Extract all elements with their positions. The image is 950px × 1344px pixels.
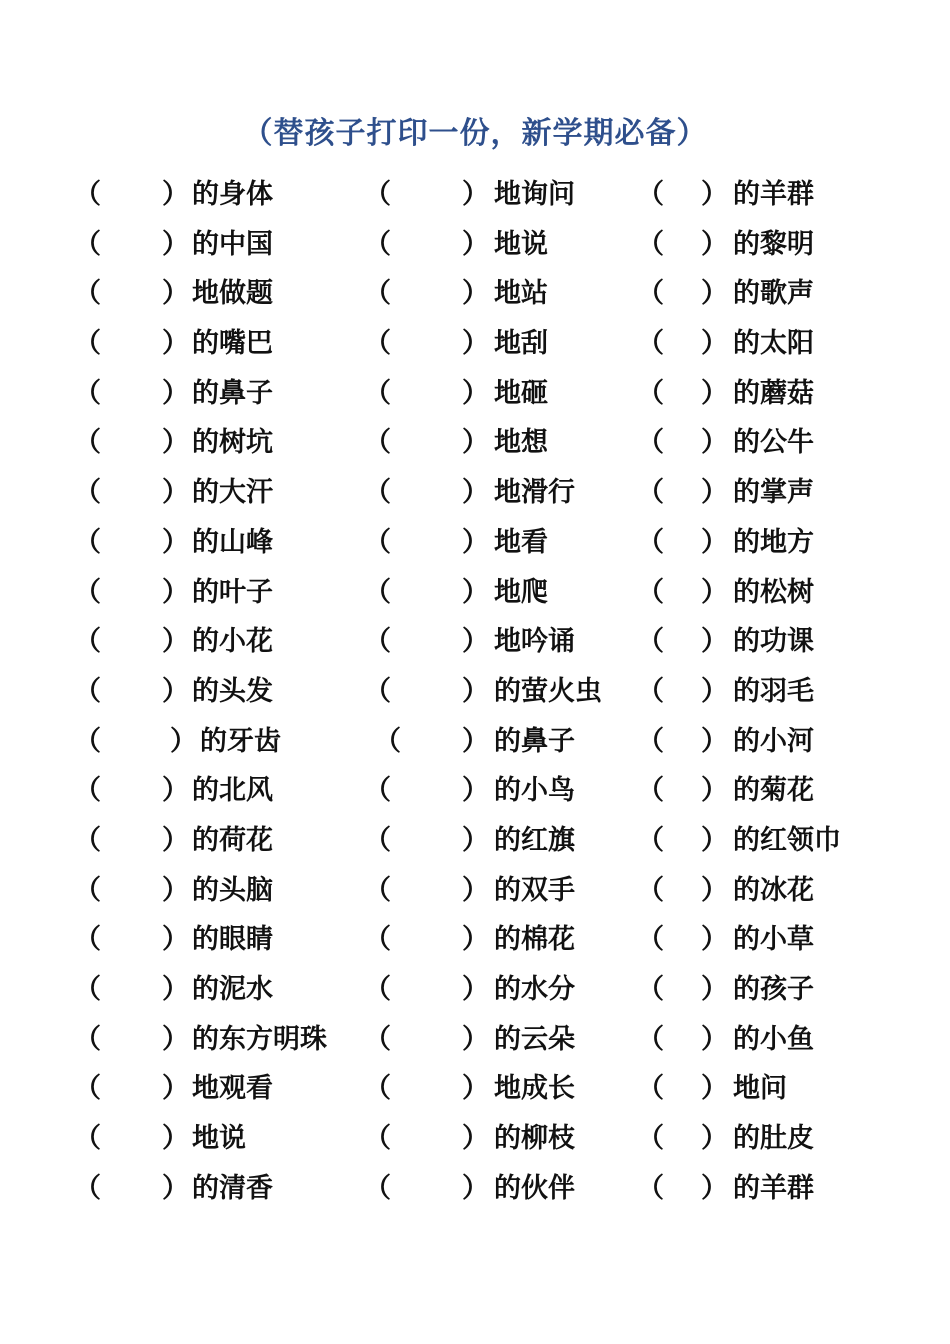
open-paren: （ bbox=[374, 725, 401, 757]
phrase-text: 的身体 bbox=[192, 179, 273, 210]
exercise-row bbox=[0, 369, 950, 419]
close-paren: ） bbox=[701, 1172, 728, 1204]
open-paren: （ bbox=[637, 427, 664, 459]
phrase-text: 的羊群 bbox=[733, 179, 814, 210]
open-paren: （ bbox=[637, 824, 664, 856]
phrase-text: 地站 bbox=[494, 278, 548, 310]
phrase-text: 地说 bbox=[192, 1123, 246, 1155]
open-paren: （ bbox=[637, 1073, 664, 1105]
open-paren: （ bbox=[74, 725, 101, 757]
open-paren: （ bbox=[74, 427, 101, 459]
close-paren: ） bbox=[701, 775, 728, 807]
open-paren: （ bbox=[364, 576, 391, 608]
exercise-row bbox=[0, 766, 950, 816]
open-paren: （ bbox=[74, 377, 101, 409]
exercise-row bbox=[0, 568, 950, 618]
phrase-text: 的头脑 bbox=[192, 874, 273, 906]
exercise-row bbox=[0, 319, 950, 369]
open-paren: （ bbox=[637, 377, 664, 409]
open-paren: （ bbox=[637, 477, 664, 509]
phrase-text: 的鼻子 bbox=[494, 725, 575, 757]
phrase-text: 地问 bbox=[733, 1073, 787, 1105]
open-paren: （ bbox=[364, 377, 391, 409]
close-paren: ） bbox=[462, 874, 489, 906]
phrase-text: 的嘴巴 bbox=[192, 328, 273, 360]
open-paren: （ bbox=[74, 924, 101, 956]
phrase-text: 的小河 bbox=[733, 725, 814, 757]
phrase-text: 地砸 bbox=[494, 377, 548, 409]
phrase-text: 的牙齿 bbox=[200, 725, 281, 757]
close-paren: ） bbox=[462, 576, 489, 608]
open-paren: （ bbox=[74, 675, 101, 707]
phrase-text: 的功课 bbox=[733, 626, 814, 658]
close-paren: ） bbox=[162, 775, 189, 807]
close-paren: ） bbox=[701, 179, 728, 210]
close-paren: ） bbox=[462, 775, 489, 807]
phrase-text: 地爬 bbox=[494, 576, 548, 608]
phrase-text: 的黎明 bbox=[733, 228, 814, 260]
open-paren: （ bbox=[364, 427, 391, 459]
phrase-text: 的羊群 bbox=[733, 1172, 814, 1204]
close-paren: ） bbox=[162, 1073, 189, 1105]
open-paren: （ bbox=[637, 626, 664, 658]
phrase-text: 的小花 bbox=[192, 626, 273, 658]
exercise-row bbox=[0, 915, 950, 965]
close-paren: ） bbox=[462, 328, 489, 360]
phrase-text: 地询问 bbox=[494, 179, 575, 210]
exercise-row bbox=[0, 1164, 950, 1214]
phrase-text: 地看 bbox=[494, 526, 548, 558]
close-paren: ） bbox=[462, 179, 489, 210]
close-paren: ） bbox=[701, 328, 728, 360]
exercise-row bbox=[0, 617, 950, 667]
phrase-text: 的冰花 bbox=[733, 874, 814, 906]
close-paren: ） bbox=[701, 377, 728, 409]
close-paren: ） bbox=[462, 526, 489, 558]
close-paren: ） bbox=[462, 626, 489, 658]
close-paren: ） bbox=[162, 377, 189, 409]
open-paren: （ bbox=[74, 179, 101, 210]
phrase-text: 的叶子 bbox=[192, 576, 273, 608]
close-paren: ） bbox=[701, 1073, 728, 1105]
close-paren: ） bbox=[462, 1123, 489, 1155]
exercise-row bbox=[0, 717, 950, 767]
open-paren: （ bbox=[74, 626, 101, 658]
open-paren: （ bbox=[364, 278, 391, 310]
open-paren: （ bbox=[364, 1023, 391, 1055]
open-paren: （ bbox=[364, 874, 391, 906]
close-paren: ） bbox=[701, 1123, 728, 1155]
exercise-row bbox=[0, 220, 950, 270]
open-paren: （ bbox=[364, 1073, 391, 1105]
phrase-text: 地观看 bbox=[192, 1073, 273, 1105]
phrase-text: 的双手 bbox=[494, 874, 575, 906]
phrase-text: 的小草 bbox=[733, 924, 814, 956]
close-paren: ） bbox=[462, 675, 489, 707]
open-paren: （ bbox=[637, 924, 664, 956]
exercise-row bbox=[0, 816, 950, 866]
phrase-text: 的棉花 bbox=[494, 924, 575, 956]
close-paren: ） bbox=[701, 1023, 728, 1055]
phrase-text: 的松树 bbox=[733, 576, 814, 608]
open-paren: （ bbox=[637, 874, 664, 906]
open-paren: （ bbox=[637, 228, 664, 260]
phrase-text: 的头发 bbox=[192, 675, 273, 707]
open-paren: （ bbox=[74, 775, 101, 807]
phrase-text: 的鼻子 bbox=[192, 377, 273, 409]
close-paren: ） bbox=[162, 179, 189, 210]
exercise-row bbox=[0, 667, 950, 717]
close-paren: ） bbox=[162, 974, 189, 1005]
phrase-text: 的荷花 bbox=[192, 824, 273, 856]
open-paren: （ bbox=[74, 974, 101, 1005]
open-paren: （ bbox=[637, 1023, 664, 1055]
phrase-text: 的蘑菇 bbox=[733, 377, 814, 409]
exercise-row bbox=[0, 170, 950, 220]
exercise-row bbox=[0, 965, 950, 1015]
open-paren: （ bbox=[364, 1123, 391, 1155]
phrase-text: 地想 bbox=[494, 427, 548, 459]
close-paren: ） bbox=[462, 725, 489, 757]
open-paren: （ bbox=[74, 824, 101, 856]
open-paren: （ bbox=[364, 824, 391, 856]
phrase-text: 地做题 bbox=[192, 278, 273, 310]
close-paren: ） bbox=[462, 477, 489, 509]
close-paren: ） bbox=[462, 1023, 489, 1055]
open-paren: （ bbox=[74, 1073, 101, 1105]
close-paren: ） bbox=[701, 824, 728, 856]
close-paren: ） bbox=[162, 1023, 189, 1055]
close-paren: ） bbox=[162, 1172, 189, 1204]
open-paren: （ bbox=[74, 278, 101, 310]
open-paren: （ bbox=[74, 328, 101, 360]
close-paren: ） bbox=[462, 427, 489, 459]
close-paren: ） bbox=[162, 427, 189, 459]
close-paren: ） bbox=[162, 526, 189, 558]
close-paren: ） bbox=[162, 328, 189, 360]
phrase-text: 的清香 bbox=[192, 1172, 273, 1204]
exercise-row bbox=[0, 518, 950, 568]
open-paren: （ bbox=[637, 576, 664, 608]
phrase-text: 的肚皮 bbox=[733, 1123, 814, 1155]
phrase-text: 的红领巾 bbox=[733, 824, 841, 856]
close-paren: ） bbox=[701, 725, 728, 757]
phrase-text: 的羽毛 bbox=[733, 675, 814, 707]
phrase-text: 的水分 bbox=[494, 974, 575, 1005]
close-paren: ） bbox=[701, 874, 728, 906]
open-paren: （ bbox=[637, 775, 664, 807]
open-paren: （ bbox=[74, 874, 101, 906]
exercise-row bbox=[0, 1114, 950, 1164]
phrase-text: 的公牛 bbox=[733, 427, 814, 459]
phrase-text: 的伙伴 bbox=[494, 1172, 575, 1204]
close-paren: ） bbox=[701, 427, 728, 459]
close-paren: ） bbox=[701, 626, 728, 658]
phrase-text: 的山峰 bbox=[192, 526, 273, 558]
exercise-row bbox=[0, 418, 950, 468]
close-paren: ） bbox=[162, 626, 189, 658]
close-paren: ） bbox=[701, 278, 728, 310]
exercise-row bbox=[0, 468, 950, 518]
page-title: （替孩子打印一份，新学期必备） bbox=[242, 116, 708, 151]
close-paren: ） bbox=[162, 675, 189, 707]
open-paren: （ bbox=[637, 179, 664, 210]
close-paren: ） bbox=[462, 228, 489, 260]
close-paren: ） bbox=[462, 377, 489, 409]
phrase-text: 的大汗 bbox=[192, 477, 273, 509]
phrase-text: 的东方明珠 bbox=[192, 1023, 327, 1055]
open-paren: （ bbox=[637, 278, 664, 310]
open-paren: （ bbox=[74, 576, 101, 608]
phrase-text: 的云朵 bbox=[494, 1023, 575, 1055]
close-paren: ） bbox=[162, 278, 189, 310]
open-paren: （ bbox=[364, 328, 391, 360]
close-paren: ） bbox=[701, 477, 728, 509]
close-paren: ） bbox=[162, 924, 189, 956]
close-paren: ） bbox=[462, 1172, 489, 1204]
open-paren: （ bbox=[364, 179, 391, 210]
close-paren: ） bbox=[162, 228, 189, 260]
phrase-text: 地滑行 bbox=[494, 477, 575, 509]
phrase-text: 的柳枝 bbox=[494, 1123, 575, 1155]
phrase-text: 的地方 bbox=[733, 526, 814, 558]
close-paren: ） bbox=[701, 228, 728, 260]
phrase-text: 的树坑 bbox=[192, 427, 273, 459]
close-paren: ） bbox=[701, 576, 728, 608]
close-paren: ） bbox=[162, 576, 189, 608]
close-paren: ） bbox=[462, 278, 489, 310]
phrase-text: 的小鱼 bbox=[733, 1023, 814, 1055]
exercise-row bbox=[0, 1015, 950, 1065]
exercise-row bbox=[0, 866, 950, 916]
exercise-row bbox=[0, 1064, 950, 1114]
close-paren: ） bbox=[462, 924, 489, 956]
open-paren: （ bbox=[364, 1172, 391, 1204]
phrase-text: 的萤火虫 bbox=[494, 675, 602, 707]
exercise-row bbox=[0, 269, 950, 319]
open-paren: （ bbox=[637, 526, 664, 558]
open-paren: （ bbox=[637, 1172, 664, 1204]
phrase-text: 的菊花 bbox=[733, 775, 814, 807]
close-paren: ） bbox=[162, 824, 189, 856]
open-paren: （ bbox=[364, 974, 391, 1005]
close-paren: ） bbox=[462, 1073, 489, 1105]
open-paren: （ bbox=[74, 1172, 101, 1204]
phrase-text: 的泥水 bbox=[192, 974, 273, 1005]
open-paren: （ bbox=[637, 1123, 664, 1155]
phrase-text: 的中国 bbox=[192, 228, 273, 260]
close-paren: ） bbox=[462, 974, 489, 1005]
phrase-text: 的小鸟 bbox=[494, 775, 575, 807]
open-paren: （ bbox=[637, 675, 664, 707]
phrase-text: 的掌声 bbox=[733, 477, 814, 509]
close-paren: ） bbox=[162, 477, 189, 509]
open-paren: （ bbox=[364, 775, 391, 807]
open-paren: （ bbox=[364, 228, 391, 260]
open-paren: （ bbox=[74, 526, 101, 558]
phrase-text: 的红旗 bbox=[494, 824, 575, 856]
open-paren: （ bbox=[364, 526, 391, 558]
open-paren: （ bbox=[74, 477, 101, 509]
close-paren: ） bbox=[170, 725, 197, 757]
open-paren: （ bbox=[364, 477, 391, 509]
phrase-text: 地吟诵 bbox=[494, 626, 575, 658]
close-paren: ） bbox=[701, 974, 728, 1005]
close-paren: ） bbox=[701, 675, 728, 707]
phrase-text: 的太阳 bbox=[733, 328, 814, 360]
open-paren: （ bbox=[637, 328, 664, 360]
phrase-text: 的眼睛 bbox=[192, 924, 273, 956]
open-paren: （ bbox=[364, 626, 391, 658]
phrase-text: 地刮 bbox=[494, 328, 548, 360]
close-paren: ） bbox=[701, 924, 728, 956]
phrase-text: 的孩子 bbox=[733, 974, 814, 1005]
phrase-text: 地成长 bbox=[494, 1073, 575, 1105]
close-paren: ） bbox=[162, 1123, 189, 1155]
phrase-text: 的歌声 bbox=[733, 278, 814, 310]
open-paren: （ bbox=[364, 675, 391, 707]
open-paren: （ bbox=[74, 228, 101, 260]
exercise-list bbox=[0, 170, 950, 1213]
open-paren: （ bbox=[74, 1123, 101, 1155]
close-paren: ） bbox=[701, 526, 728, 558]
open-paren: （ bbox=[364, 924, 391, 956]
close-paren: ） bbox=[462, 824, 489, 856]
open-paren: （ bbox=[637, 974, 664, 1005]
phrase-text: 地说 bbox=[494, 228, 548, 260]
close-paren: ） bbox=[162, 874, 189, 906]
open-paren: （ bbox=[637, 725, 664, 757]
open-paren: （ bbox=[74, 1023, 101, 1055]
phrase-text: 的北风 bbox=[192, 775, 273, 807]
